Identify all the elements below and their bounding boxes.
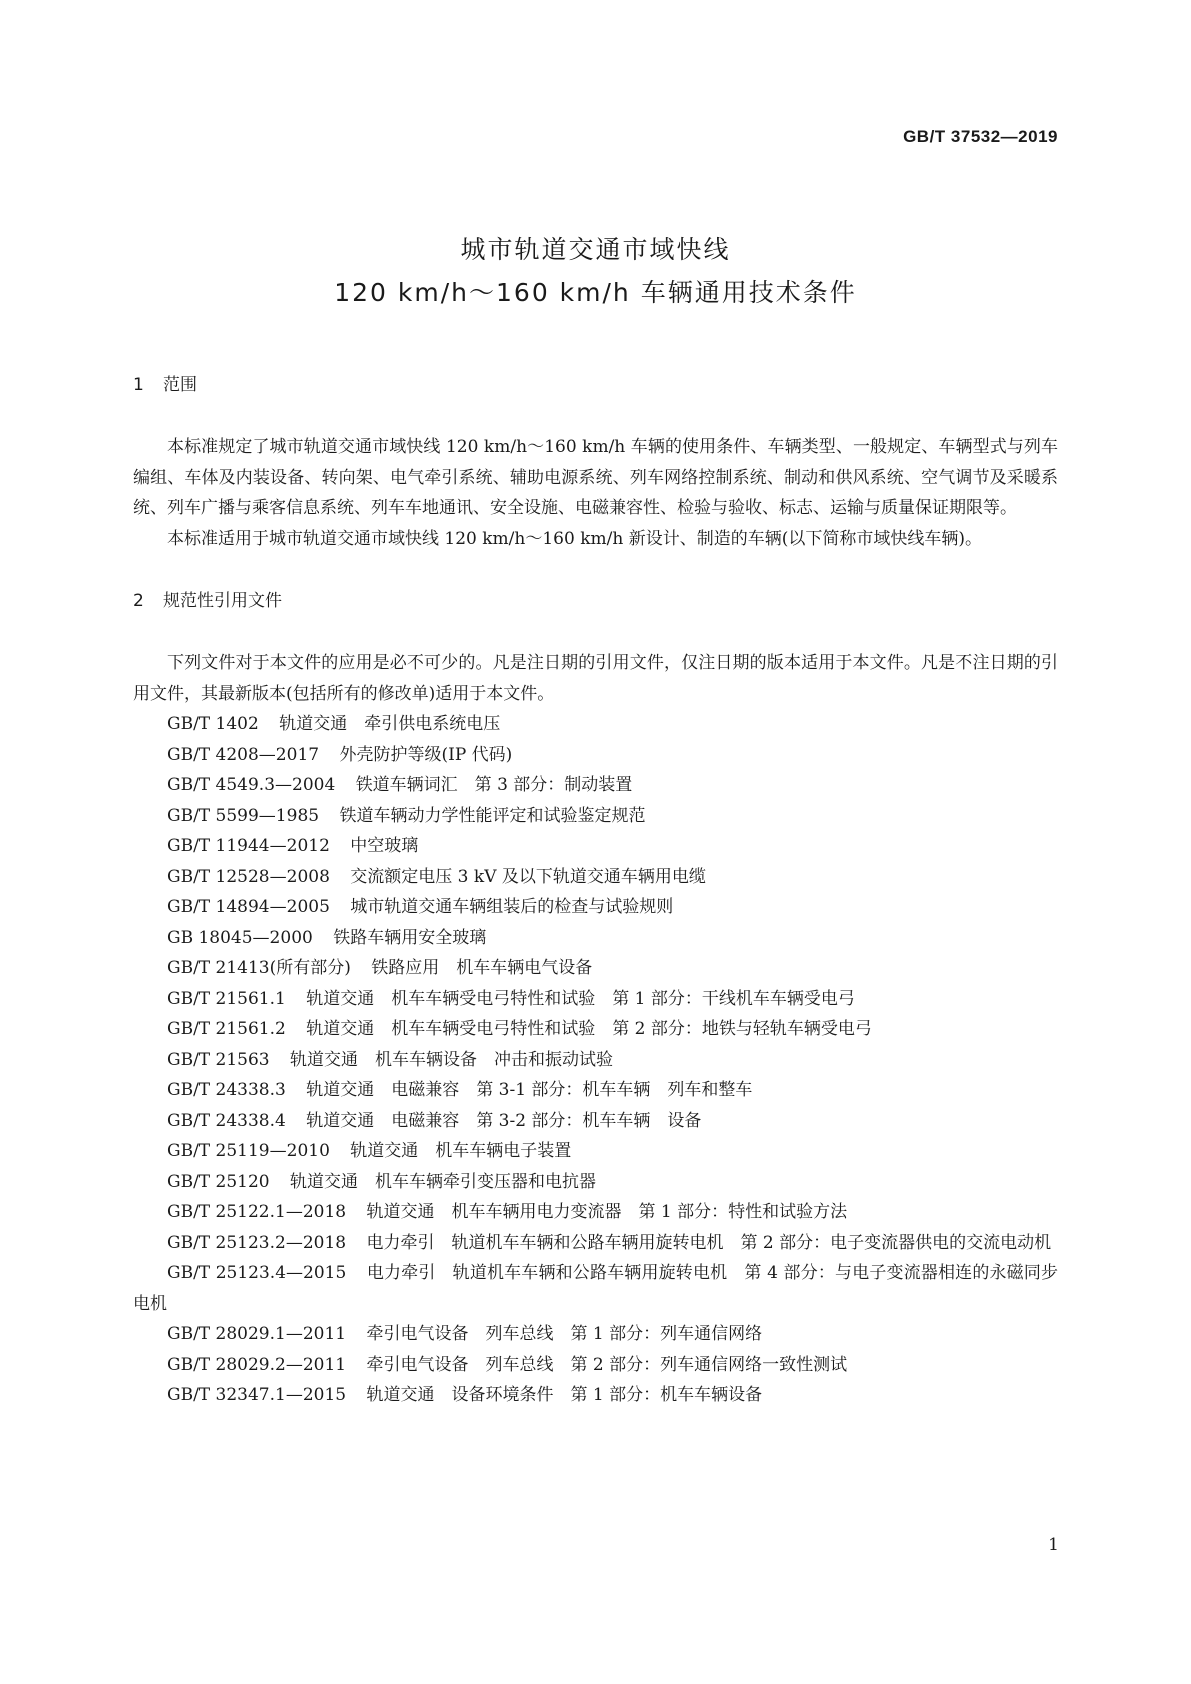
reference-item bbox=[133, 1075, 1058, 1106]
section-2-heading bbox=[133, 586, 1058, 616]
reference-item bbox=[133, 801, 1058, 832]
reference-title: 轨道交通 机车车辆受电弓特性和试验 第 2 部分：地铁与轻轨车辆受电弓 bbox=[306, 1019, 872, 1039]
reference-code: GB/T 4549.3—2004 bbox=[167, 775, 336, 795]
reference-item bbox=[133, 862, 1058, 893]
reference-title: 轨道交通 机车车辆牵引变压器和电抗器 bbox=[290, 1171, 597, 1192]
section-title: 范围 bbox=[163, 375, 197, 395]
reference-title: 电力牵引 轨道机车车辆和公路车辆用旋转电机 第 4 部分：与电子变流器相连的永磁同步电机 bbox=[133, 1263, 1059, 1314]
reference-title: 中空玻璃 bbox=[350, 836, 419, 856]
reference-item bbox=[133, 740, 1058, 771]
reference-code: GB/T 24338.4 bbox=[167, 1110, 286, 1131]
reference-code: GB/T 14894—2005 bbox=[167, 897, 330, 917]
reference-item bbox=[133, 1167, 1058, 1198]
reference-item bbox=[133, 953, 1058, 984]
section-number: 2 bbox=[133, 591, 144, 611]
reference-title: 城市轨道交通车辆组装后的检查与试验规则 bbox=[350, 897, 674, 917]
reference-code: GB/T 21561.2 bbox=[167, 1019, 286, 1039]
reference-title: 轨道交通 机车车辆受电弓特性和试验 第 1 部分：干线机车车辆受电弓 bbox=[306, 988, 855, 1009]
reference-title: 轨道交通 电磁兼容 第 3-1 部分：机车车辆 列车和整车 bbox=[306, 1080, 753, 1100]
reference-item bbox=[133, 1350, 1058, 1381]
reference-title: 轨道交通 电磁兼容 第 3-2 部分：机车车辆 设备 bbox=[306, 1110, 702, 1131]
reference-title: 轨道交通 机车车辆设备 冲击和振动试验 bbox=[290, 1049, 614, 1070]
references-intro: 下列文件对于本文件的应用是必不可少的。凡是注日期的引用文件，仅注日期的版本适用于本文件。凡是不注日期的引用文件，其最新版本(包括所有的修改单)适用于本文件。 bbox=[133, 653, 1058, 704]
reference-title: 铁路车辆用安全玻璃 bbox=[333, 927, 487, 948]
reference-code: GB/T 25120 bbox=[167, 1171, 270, 1192]
reference-code: GB/T 25123.2—2018 bbox=[167, 1232, 347, 1253]
reference-item bbox=[133, 1380, 1058, 1411]
reference-item bbox=[133, 892, 1058, 923]
scope-paragraph: 本标准规定了城市轨道交通市域快线 120 km/h～160 km/h 车辆的使用条件、车辆类型、一般规定、车辆型式与列车编组、车体及内装设备、转向架、电气牵引系统、辅助电源系统、列车网络控制系统、制动和供风系统、空气调节及采暖系统、列车广播与乘客信息系统、列车车地通讯、安全设施、电磁兼容性、检验与验收、标志、运输与质量保证期限等。 bbox=[133, 437, 1058, 518]
reference-item bbox=[133, 1319, 1058, 1350]
reference-title: 轨道交通 设备环境条件 第 1 部分：机车车辆设备 bbox=[366, 1385, 763, 1405]
reference-item bbox=[133, 1197, 1058, 1228]
reference-code: GB/T 28029.2—2011 bbox=[167, 1354, 347, 1375]
reference-code: GB/T 28029.1—2011 bbox=[167, 1324, 347, 1344]
reference-title: 牵引电气设备 列车总线 第 1 部分：列车通信网络 bbox=[366, 1324, 763, 1344]
reference-title: 轨道交通 机车车辆电子装置 bbox=[350, 1141, 572, 1161]
reference-item bbox=[133, 1136, 1058, 1167]
reference-item bbox=[133, 1014, 1058, 1045]
title-line-2: 120 km/h～160 km/h 车辆通用技术条件 bbox=[334, 278, 857, 307]
reference-item bbox=[133, 984, 1058, 1015]
reference-list bbox=[133, 709, 1058, 1411]
reference-item bbox=[133, 770, 1058, 801]
title-line-1: 城市轨道交通市域快线 bbox=[460, 235, 731, 264]
reference-code: GB/T 21413(所有部分) bbox=[167, 958, 351, 978]
reference-code: GB/T 5599—1985 bbox=[167, 805, 320, 826]
reference-title: 轨道交通 机车车辆用电力变流器 第 1 部分：特性和试验方法 bbox=[366, 1202, 848, 1222]
reference-item bbox=[133, 709, 1058, 740]
reference-title: 轨道交通 牵引供电系统电压 bbox=[279, 714, 501, 734]
reference-code: GB/T 25119—2010 bbox=[167, 1141, 330, 1161]
reference-code: GB/T 4208—2017 bbox=[167, 744, 320, 765]
document-body bbox=[133, 370, 1058, 1411]
reference-title: 电力牵引 轨道机车车辆和公路车辆用旋转电机 第 2 部分：电子变流器供电的交流电动机 bbox=[366, 1232, 1052, 1253]
reference-code: GB/T 21561.1 bbox=[167, 988, 286, 1009]
reference-code: GB/T 21563 bbox=[167, 1049, 270, 1070]
reference-item bbox=[133, 1106, 1058, 1137]
reference-code: GB/T 11944—2012 bbox=[167, 836, 330, 856]
reference-item bbox=[133, 1045, 1058, 1076]
reference-code: GB/T 12528—2008 bbox=[167, 866, 330, 887]
reference-title: 牵引电气设备 列车总线 第 2 部分：列车通信网络一致性测试 bbox=[366, 1354, 848, 1375]
reference-code: GB/T 32347.1—2015 bbox=[167, 1385, 347, 1405]
section-title: 规范性引用文件 bbox=[163, 591, 282, 611]
reference-code: GB/T 25123.4—2015 bbox=[167, 1263, 347, 1283]
reference-code: GB 18045—2000 bbox=[167, 927, 313, 948]
section-1-heading bbox=[133, 370, 1058, 400]
page-number: 1 bbox=[1048, 1535, 1059, 1555]
reference-item bbox=[133, 1228, 1058, 1259]
reference-code: GB/T 25122.1—2018 bbox=[167, 1202, 347, 1222]
reference-title: 外壳防护等级(IP 代码) bbox=[339, 744, 513, 765]
reference-item bbox=[133, 831, 1058, 862]
reference-title: 铁路应用 机车车辆电气设备 bbox=[371, 958, 593, 978]
standard-code: GB/T 37532—2019 bbox=[903, 127, 1058, 146]
scope-paragraph: 本标准适用于城市轨道交通市域快线 120 km/h～160 km/h 新设计、制造的车辆(以下简称市域快线车辆)。 bbox=[167, 528, 982, 549]
reference-code: GB/T 1402 bbox=[167, 714, 259, 734]
reference-title: 交流额定电压 3 kV 及以下轨道交通车辆用电缆 bbox=[350, 866, 706, 887]
reference-item bbox=[133, 1258, 1058, 1319]
document-title bbox=[0, 228, 1191, 314]
reference-title: 铁道车辆词汇 第 3 部分：制动装置 bbox=[355, 775, 633, 795]
reference-code: GB/T 24338.3 bbox=[167, 1080, 286, 1100]
section-number: 1 bbox=[133, 375, 144, 395]
reference-item bbox=[133, 923, 1058, 954]
reference-title: 铁道车辆动力学性能评定和试验鉴定规范 bbox=[339, 805, 646, 826]
